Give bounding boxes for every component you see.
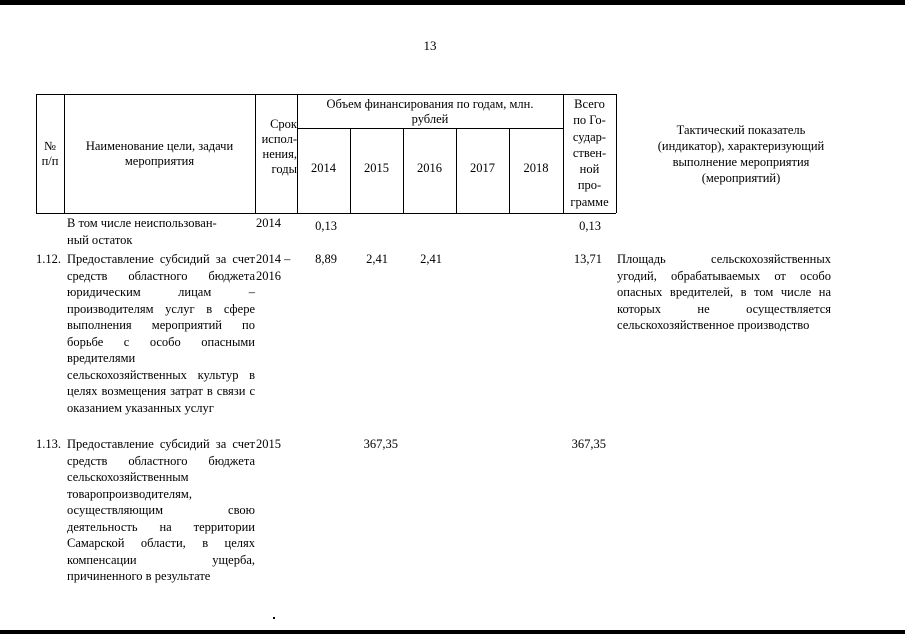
header-year: 2018 (523, 161, 549, 175)
scan-speck (273, 617, 275, 619)
header-total: Всего по Го- судар- ствен- ной про- грамме (570, 97, 609, 209)
header-year: 2016 (417, 161, 442, 175)
funding-subheader-border (297, 128, 563, 129)
row-total: 367,35 (571, 437, 606, 451)
row-term: 2014 – 2016 (256, 252, 291, 283)
row-number: 1.12. (36, 252, 61, 266)
row-value-2015: 367,35 (363, 437, 398, 451)
header-top-border (36, 94, 616, 95)
row-value-2015: 2,41 (366, 252, 388, 266)
header-year: 2014 (311, 161, 336, 175)
bottom-border-rule (0, 630, 905, 634)
header-indicator: Тактический показатель (индикатор), характеризующий выполнение мероприятия (мероприятий) (657, 123, 825, 185)
header-number: № п/п (41, 139, 59, 168)
row-term: 2015 (256, 437, 281, 451)
row-name: В том числе неиспользован- ный остаток (67, 216, 217, 247)
row-value-2016: 2,41 (420, 252, 442, 266)
top-border-rule (0, 0, 905, 5)
row-value-2014: 0,13 (315, 219, 337, 233)
header-funding: Объем финансирования по годам, млн. рублей (326, 97, 534, 126)
row-total: 0,13 (579, 219, 601, 233)
header-bottom-border (36, 213, 616, 214)
row-term: 2014 (256, 216, 281, 230)
page-number: 13 (423, 38, 437, 53)
header-year: 2017 (470, 161, 495, 175)
row-number: 1.13. (36, 437, 61, 451)
row-name: Предоставление субсидий за счет средств областного бюджета сельскохозяйственным товаропроизводителям, осуществляющим свою деятельность на территории Самарской области, в целях компенсации ущерба, причиненного в результате (67, 437, 255, 583)
row-name: Предоставление субсидий за счет средств областного бюджета юридическим лицам – производителям услуг в сфере выполнения мероприятий по борьбе с особо опасными вредителями сельскохозяйственных культур в целях возмещения затрат в связи с оказанием указанных услуг (67, 252, 255, 415)
header-name: Наименование цели, задачи мероприятия (85, 139, 234, 168)
header-year: 2015 (364, 161, 389, 175)
row-value-2014: 8,89 (315, 252, 337, 266)
header-term: Срок испол- нения, годы (261, 117, 297, 176)
row-indicator: Площадь сельскохозяйственных угодий, обрабатываемых от особо опасных вредителей, в том числе на которых не осуществляется сельскохозяйственное производство (617, 252, 831, 332)
row-total: 13,71 (573, 252, 602, 266)
